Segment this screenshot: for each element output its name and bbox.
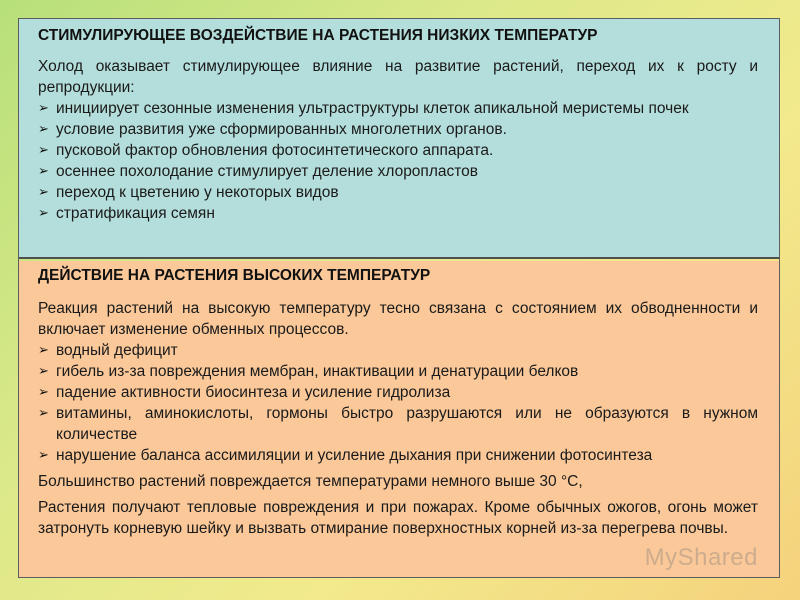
- arrow-bullet-icon: ➢: [38, 385, 49, 400]
- heat-note-temperature: Большинство растений повреждается температурами немного выше 30 °С,: [38, 473, 583, 490]
- arrow-bullet-icon: ➢: [38, 143, 49, 158]
- list-item: ➢ витамины, аминокислоты, гормоны быстро разрушаются или не образуются в нужном количестве: [38, 405, 758, 443]
- cold-section: [19, 19, 779, 259]
- heat-section-title: ДЕЙСТВИЕ НА РАСТЕНИЯ ВЫСОКИХ ТЕМПЕРАТУР: [38, 267, 431, 284]
- arrow-bullet-icon: ➢: [38, 406, 49, 421]
- arrow-bullet-icon: ➢: [38, 101, 49, 116]
- list-item: ➢ пусковой фактор обновления фотосинтетического аппарата.: [38, 142, 494, 159]
- list-item: ➢ водный дефицит: [38, 342, 178, 359]
- list-item: ➢ инициирует сезонные изменения ультраструктуры клеток апикальной меристемы почек: [38, 100, 689, 117]
- slide: [18, 18, 780, 578]
- cold-section-title: СТИМУЛИРУЮЩЕЕ ВОЗДЕЙСТВИЕ НА РАСТЕНИЯ НИЗКИХ ТЕМПЕРАТУР: [38, 27, 598, 44]
- heat-bullet-list: [38, 340, 758, 466]
- arrow-bullet-icon: ➢: [38, 122, 49, 137]
- arrow-bullet-icon: ➢: [38, 206, 49, 221]
- arrow-bullet-icon: ➢: [38, 343, 49, 358]
- heat-note-fires: Растения получают тепловые повреждения и при пожарах. Кроме обычных ожогов, огонь может затронуть корневую шейку и вызвать отмирание поверхностных корней из-за перегрева почвы.: [38, 499, 758, 537]
- watermark-logo: MyShared: [644, 544, 758, 571]
- cold-intro-text: Холод оказывает стимулирующее влияние на развитие растений, переход их к росту и репродукции:: [38, 58, 758, 96]
- arrow-bullet-icon: ➢: [38, 164, 49, 179]
- arrow-bullet-icon: ➢: [38, 448, 49, 463]
- list-item: ➢ стратификация семян: [38, 205, 215, 222]
- list-item: ➢ осеннее похолодание стимулирует деление хлоропластов: [38, 163, 479, 180]
- arrow-bullet-icon: ➢: [38, 185, 49, 200]
- heat-section: [19, 261, 779, 577]
- list-item: ➢ переход к цветению у некоторых видов: [38, 184, 339, 201]
- heat-intro-text: Реакция растений на высокую температуру тесно связана с состоянием их обводненности и включает изменение обменных процессов.: [38, 300, 758, 338]
- list-item: ➢ нарушение баланса ассимиляции и усиление дыхания при снижении фотосинтеза: [38, 447, 653, 464]
- list-item: ➢ условие развития уже сформированных многолетних органов.: [38, 121, 507, 138]
- list-item: ➢ падение активности биосинтеза и усиление гидролиза: [38, 384, 451, 401]
- list-item: ➢ гибель из-за повреждения мембран, инактивации и денатурации белков: [38, 363, 579, 380]
- arrow-bullet-icon: ➢: [38, 364, 49, 379]
- cold-bullet-list: [38, 98, 758, 224]
